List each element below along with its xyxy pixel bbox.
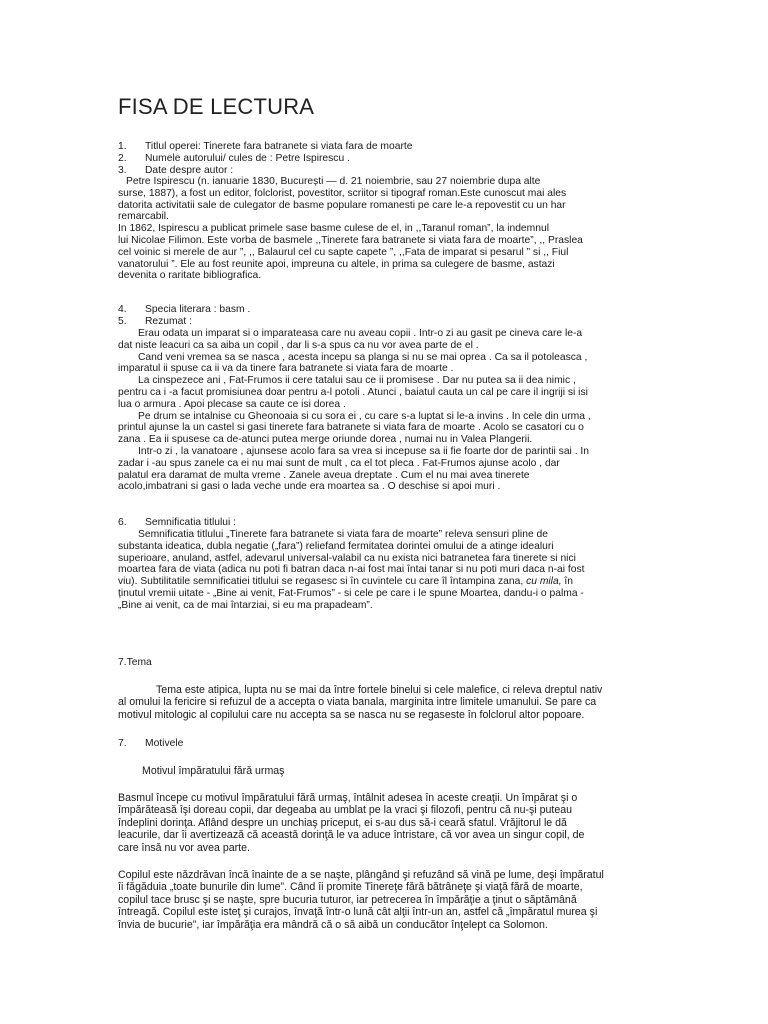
text-line: întreagă. Copilul este isteţ şi curajos, învaţă într-o lună cât alţii într-un an, astfel că „împăratul murea şi <box>118 906 598 919</box>
text-line: învia de bucurie”, iar împărăţia era mândră că o să aibă un conducător înţelept ca Solomon. <box>118 918 548 931</box>
list-text: Motivele <box>145 738 184 749</box>
text-line: Erau odata un imparat si o imparateasa care nu aveau copii . Intr-o zi au gasit pe cineva care le-a <box>138 328 583 339</box>
text-line: vanatorului ”. Ele au fost reunite apoi, impreuna cu altele, in prima sa culegere de basme, astazi <box>118 258 555 270</box>
text-line: dat niste leacuri ca sa aiba un copil , dar li s-a spus ca nu vor avea parte de el . <box>118 339 479 351</box>
text-line: îi făgăduia „toate bunurile din lume”. Când îi promite Tinereţe fără bătrâneţe şi viaţă fără de moarte, <box>118 881 583 894</box>
list-item-author-info <box>118 165 658 177</box>
text-line: îndeplini dorinţa. Aflând despre un unchiaş priceput, ei s-au dus să-i ceară sfatul. Vrăjitorul le dă <box>118 816 567 829</box>
text-line: Copilul este năzdrăvan încă înainte de a se naşte, plângând şi refuzând să vină pe lume, deşi împăratul <box>118 869 604 881</box>
list-text: Titlul operei: Tinerete fara batranete si viata fara de moarte <box>145 141 413 152</box>
text-line: datorita activitatii sale de culegator de basme populare romanesti pe care le-a repovestit cu un har <box>118 199 566 211</box>
list-number: 5. <box>118 315 127 327</box>
text-line: moartea fara de viata (adica nu poti fi batran daca n-ai fost mai întai tanar si nu poti muri daca n-ai fost <box>118 564 585 576</box>
subheading-text: Motivul împăratului fără urmaş <box>142 765 285 777</box>
list-number: 7. <box>118 738 127 749</box>
list-item-motives <box>118 738 658 750</box>
info-list <box>118 141 658 176</box>
text-line: lui Nicolae Filimon. Este vorba de basmele ,,Tinerete fara batranete si viata fara de moarte”, ,, Praslea <box>118 234 583 246</box>
list-item-author <box>118 153 658 165</box>
text-line: imparatul ii spuse ca ii va da tinere fara batranete si viata fara de moarte . <box>118 363 454 375</box>
text-line: lua o armura . Apoi plecase sa caute ce isi dorea . <box>118 398 346 410</box>
text-line: al omului la fericire si refuzul de a accepta o viata banala, marginita intre limitele umanului. Se pare ca <box>118 696 597 709</box>
document-title: FISA DE LECTURA <box>118 94 315 119</box>
tema-body <box>118 684 658 721</box>
text-line: care însă nu vor avea parte. <box>118 841 250 854</box>
text-line: copilul tace brusc şi se naşte, spre bucuria tuturor, iar petrecerea în împărăţie a ţinut o săptămână <box>118 893 577 906</box>
significance <box>118 529 658 612</box>
list-number: 1. <box>118 141 127 152</box>
text-span: viu). Subtilitatile semnificatiei titlului se regasesc si în cuvintele cu care îl întampina zana, <box>118 576 524 588</box>
text-line: Semnificatia titlului „Tinerete fara batranete si viata fara de moarte” releva sensuri pline de <box>138 529 548 540</box>
text-line: acolo,imbatrani si gasi o lada veche unde era moartea sa . O deschise si apoi muri . <box>118 481 501 493</box>
text-line: remarcabil. <box>118 211 169 223</box>
list-text: Specia literara : basm . <box>145 304 251 315</box>
text-line: substanta ideatica, dubla negatie („fara”) reliefand fermitatea dorintei omului de a atinge idealuri <box>118 540 554 552</box>
list-number: 6. <box>118 517 127 528</box>
text-line: ținutul vremii uitate - „Bine ai venit, Fat-Frumos” - si cele pe care i le spune Moartea, dandu-i o palma - <box>118 587 584 599</box>
list-text: Date despre autor : <box>145 164 234 176</box>
text-line: devenita o raritate bibliografica. <box>118 270 262 282</box>
list-item-title <box>118 141 658 153</box>
text-line: zadar i -au spus zanele ca ei nu mai sunt de mult , ca el tot pleca . Fat-Frumos ajunse acolo , dar <box>118 457 560 469</box>
text-line: cel voinic si merele de aur ”, ,, Balaurul cel cu sapte capete ”, ,,Fata de imparat si pesarul ” si ,, Fiul <box>118 246 569 258</box>
text-line: Tema este atipica, lupta nu se mai da între fortele binelui si cele malefice, ci releva dreptul nativ <box>156 684 603 696</box>
text-line: Basmul începe cu motivul împăratului fără urmaş, întâlnit adesea în aceste creaţii. Un împărat şi o <box>118 792 578 804</box>
list-number: 4. <box>118 304 127 315</box>
list-item-summary <box>118 316 658 328</box>
motive-paragraph-1 <box>118 792 658 854</box>
list-item-species <box>118 304 658 316</box>
list-text: Numele autorului/ cules de : Petre Ispirescu . <box>145 152 350 164</box>
text-line: Cand veni vremea sa se nasca , acesta incepu sa planga si nu se mai oprea . Ca sa il potoleasca , <box>138 351 588 363</box>
text-line: Intr-o zi , la vanatoare , ajunsese acolo fara sa vrea si incepuse sa ii fie foarte dor de parintii sai . In <box>138 445 590 457</box>
text-line: pentru ca i -a facut promisiunea doar pentru a-l potoli . Atunci , baiatul cauta un cal pe care il ingriji si isi <box>118 386 588 398</box>
list-text: Rezumat : <box>145 315 192 327</box>
motive-paragraph-2 <box>118 869 658 931</box>
summary <box>118 328 658 493</box>
list-text: Semnificatia titlului : <box>145 517 236 528</box>
author-bio <box>118 176 658 282</box>
text-line: „Bine ai venit, ca de mai întarziai, si eu ma prapadeam”. <box>118 599 373 611</box>
list-number: 3. <box>118 164 127 176</box>
text-line: printul ajunse la un castel si gasi tinerete fara batranete si viata fara de moarte . Acolo se casatori cu o <box>118 422 584 434</box>
list-item-significance <box>118 517 658 529</box>
list-number: 2. <box>118 152 127 164</box>
text-line: leacurile, dar îi avertizează că această dorinţă le va aduce întristare, că vor avea un singur copil, de <box>118 829 585 842</box>
text-line: palatul era daramat de multa vreme . Zanele aveua dreptate . Cum el nu mai avea tinerete <box>118 469 530 481</box>
text-line: Pe drum se intalnise cu Gheonoaia si cu sora ei , cu care s-a luptat si le-a invins . In cele din urma , <box>138 410 591 422</box>
motive-subheading <box>118 766 658 778</box>
info-list-4 <box>118 738 658 750</box>
text-line: motivul mitologic al copilului care nu accepta sa se nasca nu se regaseste în folclorul altor popoare. <box>118 708 585 721</box>
text-line: La cinspezece ani , Fat-Frumos ii cere tatalui sau ce ii promisese . Dar nu putea sa ii dea nimic , <box>138 375 576 387</box>
text-line: superioare, anuland, astfel, adevarul universal-valabil ca nu exista nici batranetea fara tinerete si nici <box>118 552 576 564</box>
info-list-3 <box>118 517 658 529</box>
text-line: Petre Ispirescu (n. ianuarie 1830, București — d. 21 noiembrie, sau 27 noiembrie dupa alte <box>126 176 541 187</box>
text-line: surse, 1887), a fost un editor, folclorist, povestitor, scriitor si tipograf roman.Este cunoscut mai ales <box>118 187 567 199</box>
text-line <box>118 576 658 588</box>
text-span: în <box>561 576 574 588</box>
text-line: împărăteasă îşi doreau copii, dar degeaba au umblat pe la vraci şi filozofi, pentru că nu-şi puteau <box>118 804 573 817</box>
tema-heading: 7.Tema <box>118 657 152 668</box>
info-list-2 <box>118 304 658 328</box>
italic-phrase: cu mila, <box>526 576 562 588</box>
text-line: In 1862, Ispirescu a publicat primele sase basme culese de el, in ,,Taranul roman”, la indemnul <box>118 223 549 235</box>
text-line: zana . Ea ii spusese ca de-atunci putea merge oriunde dorea , numai nu in Valea Plangerii. <box>118 434 533 446</box>
